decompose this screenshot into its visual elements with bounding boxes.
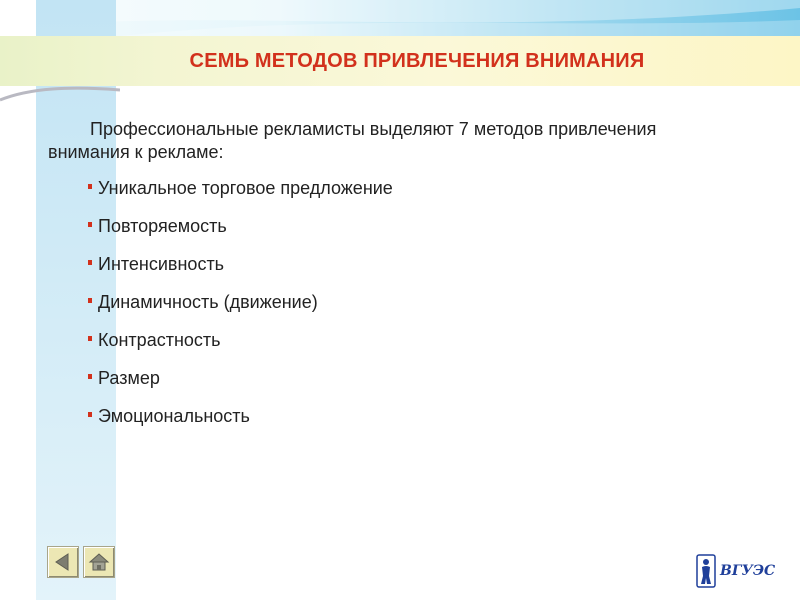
list-item (88, 368, 393, 406)
list-item-text: Размер (98, 368, 160, 388)
methods-list (88, 178, 393, 444)
title-bar (0, 36, 800, 86)
bullet-icon (88, 260, 92, 265)
list-item (88, 178, 393, 216)
triangle-left-icon (53, 552, 73, 572)
list-item-text: Повторяемость (98, 216, 227, 236)
university-logo (696, 552, 786, 590)
list-item (88, 330, 393, 368)
list-item (88, 292, 393, 330)
swoosh-decoration-icon (0, 84, 120, 104)
bullet-icon (88, 336, 92, 341)
back-button[interactable] (47, 546, 79, 578)
list-item (88, 254, 393, 292)
list-item-text: Интенсивность (98, 254, 225, 274)
bullet-icon (88, 184, 92, 189)
slide-title: СЕМЬ МЕТОДОВ ПРИВЛЕЧЕНИЯ ВНИМАНИЯ (189, 49, 645, 72)
bullet-icon (88, 222, 92, 227)
slide-navigation (47, 546, 115, 578)
figure-emblem-icon (696, 554, 716, 588)
list-item-text: Динамичность (движение) (98, 292, 318, 312)
intro-paragraph: Профессиональные рекламисты выделяют 7 методов привлечения внимания к рекламе: (48, 119, 657, 162)
house-icon (88, 551, 110, 573)
logo-text: ВГУЭС (720, 563, 776, 579)
list-item (88, 216, 393, 254)
wave-decoration-icon (0, 0, 800, 36)
home-button[interactable] (83, 546, 115, 578)
bullet-icon (88, 412, 92, 417)
list-item-text: Эмоциональность (98, 406, 250, 426)
bullet-icon (88, 374, 92, 379)
list-item-text: Уникальное торговое предложение (98, 178, 393, 198)
list-item (88, 406, 393, 444)
bullet-icon (88, 298, 92, 303)
header-decoration (0, 0, 800, 36)
list-item-text: Контрастность (98, 330, 221, 350)
